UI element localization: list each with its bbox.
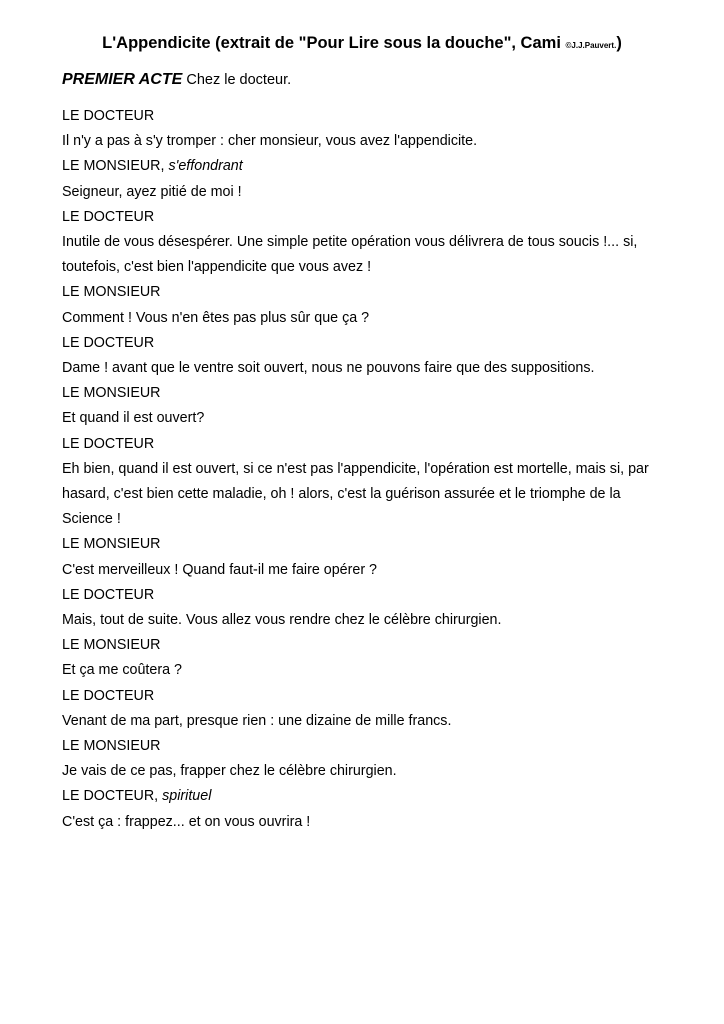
- dialogue-text: Je vais de ce pas, frapper chez le célèbre chirurgien.: [62, 763, 397, 780]
- dialogue-text: C'est merveilleux ! Quand faut-il me faire opérer ?: [62, 561, 378, 578]
- speaker-name: LE DOCTEUR: [62, 208, 155, 225]
- dialogue-text: Seigneur, ayez pitié de moi !: [62, 183, 242, 200]
- speaker-name: LE MONSIEUR: [62, 385, 161, 402]
- copyright-note: ©J.J.Pauvert.: [565, 41, 617, 50]
- stage-direction: s'effondrant: [168, 158, 243, 175]
- page-title: [0, 34, 724, 53]
- speaker-line: [62, 205, 672, 230]
- dialogue-text: Mais, tout de suite. Vous allez vous rendre chez le célèbre chirurgien.: [62, 612, 502, 629]
- speaker-line: [62, 633, 672, 658]
- speaker-line: [62, 280, 672, 305]
- speaker-line: [62, 532, 672, 557]
- speaker-name: LE DOCTEUR: [62, 687, 155, 704]
- speaker-name: LE MONSIEUR: [62, 637, 161, 654]
- dialogue-text: C'est ça : frappez... et on vous ouvrira !: [62, 813, 311, 830]
- speaker-line: [62, 684, 672, 709]
- title-text: L'Appendicite (extrait de "Pour Lire sous la douche", Cami: [102, 34, 566, 52]
- dialogue-text: Eh bien, quand il est ouvert, si ce n'est pas l'appendicite, l'opération est mortelle, mais si, par hasard, c'est bien cette maladie, oh ! alors, c'est la guérison assurée et le triomphe de la Science !: [62, 460, 649, 528]
- speaker-name: LE DOCTEUR: [62, 334, 155, 351]
- speaker-name: LE DOCTEUR: [62, 435, 155, 452]
- speaker-name: LE DOCTEUR: [62, 586, 155, 603]
- speaker-line: [62, 331, 672, 356]
- speaker-line: [62, 784, 672, 809]
- dialogue-text: Dame ! avant que le ventre soit ouvert, nous ne pouvons faire que des suppositions.: [62, 360, 595, 377]
- dialogue-text: Il n'y a pas à s'y tromper : cher monsieur, vous avez l'appendicite.: [62, 133, 478, 150]
- act-setting: Chez le docteur.: [182, 72, 292, 88]
- speaker-name: LE MONSIEUR: [62, 738, 161, 755]
- speaker-line: [62, 104, 672, 129]
- speaker-name: LE MONSIEUR: [62, 284, 161, 301]
- speaker-name: LE DOCTEUR: [62, 108, 155, 124]
- act-heading: [62, 71, 291, 89]
- act-label: PREMIER ACTE: [62, 71, 183, 88]
- speaker-line: [62, 583, 672, 608]
- title-close: ): [616, 34, 622, 52]
- speaker-line: [62, 381, 672, 406]
- dialogue-text: Comment ! Vous n'en êtes pas plus sûr que ça ?: [62, 309, 370, 326]
- speaker-line: [62, 154, 672, 179]
- dialogue-text: Venant de ma part, presque rien : une dizaine de mille francs.: [62, 712, 452, 729]
- dialogue-text: Et quand il est ouvert?: [62, 410, 205, 427]
- speaker-name: LE MONSIEUR,: [62, 158, 165, 175]
- speaker-line: [62, 734, 672, 759]
- dialogue-script: [62, 104, 672, 835]
- speaker-name: LE MONSIEUR: [62, 536, 161, 553]
- speaker-name: LE DOCTEUR,: [62, 788, 159, 805]
- speaker-line: [62, 432, 672, 457]
- dialogue-text: Inutile de vous désespérer. Une simple petite opération vous délivrera de tous soucis !... si, toutefois, c'est bien l'appendicite que vous avez !: [62, 234, 638, 276]
- stage-direction: spirituel: [162, 788, 212, 805]
- dialogue-text: Et ça me coûtera ?: [62, 662, 182, 679]
